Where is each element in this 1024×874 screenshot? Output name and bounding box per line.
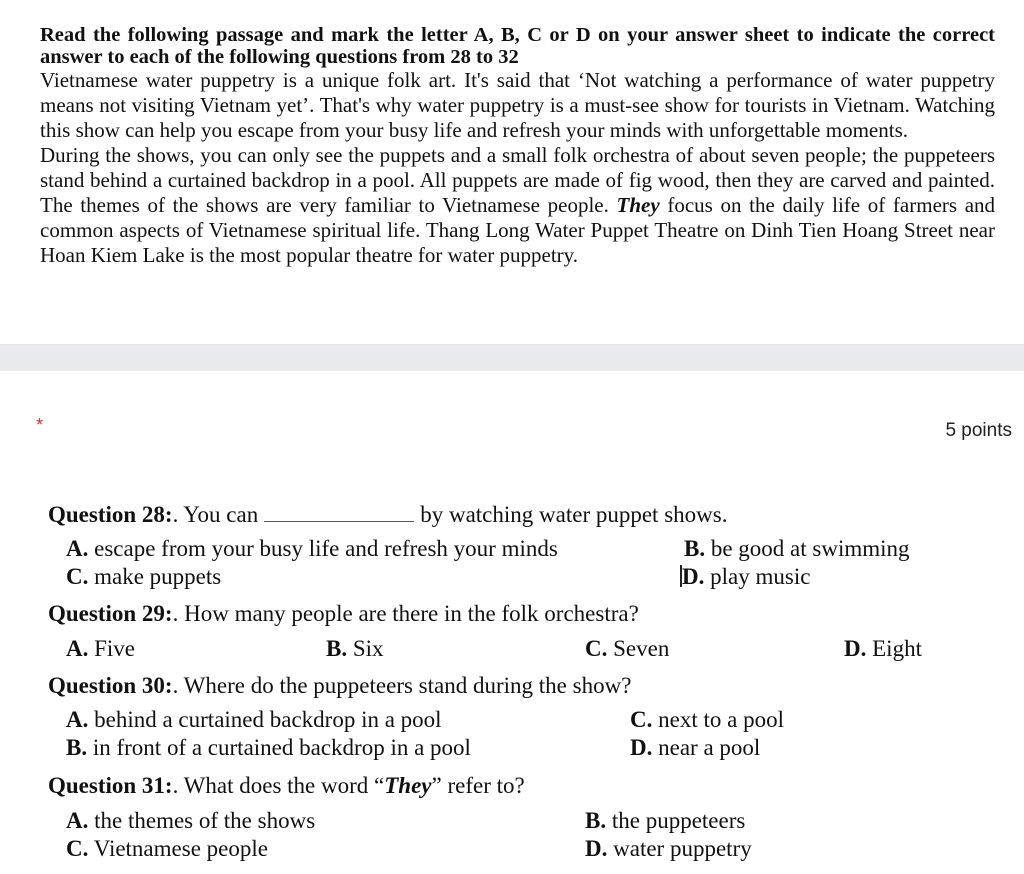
- q29-option-a[interactable]: [66, 636, 135, 662]
- option-text: play music: [710, 564, 811, 589]
- question-31-text-end: ” refer to?: [431, 773, 525, 798]
- question-30-label: Question 30:: [48, 673, 173, 698]
- option-letter: A.: [66, 808, 89, 833]
- question-30-text: . Where do the puppeteers stand during the show?: [172, 673, 632, 698]
- paragraph-2-start: During the shows, you can only see the puppets and a small folk orchestra of about seven people; the puppeteers stand behind a curtained backdrop in a pool. All puppets are made of fig wood, then they are carved and painted. The themes of the shows are very familiar to Vietnamese people.: [40, 143, 995, 217]
- passage-card: [0, 0, 1024, 345]
- option-letter: B.: [326, 636, 348, 661]
- q30-option-d[interactable]: [630, 735, 760, 761]
- option-text: Eight: [872, 636, 922, 661]
- question-31-text-start: . What does the word “: [172, 773, 385, 798]
- q30-option-a[interactable]: [66, 707, 442, 733]
- question-28-text-start: . You can: [172, 502, 259, 527]
- card-separator: [0, 345, 1024, 371]
- option-letter: C.: [66, 836, 89, 861]
- passage-instruction: Read the following passage and mark the letter A, B, C or D on your answer sheet to indicate the correct answer to each of the following questions from 28 to 32: [40, 24, 995, 68]
- q30-option-b[interactable]: [66, 735, 471, 761]
- option-text: in front of a curtained backdrop in a pool: [92, 735, 471, 760]
- option-text: Seven: [613, 636, 670, 661]
- q28-option-c[interactable]: [66, 564, 221, 590]
- question-29: [48, 601, 639, 627]
- question-28: [48, 502, 727, 528]
- option-text: water puppetry: [613, 836, 752, 861]
- option-letter: C.: [630, 707, 653, 732]
- q31-option-a[interactable]: [66, 808, 315, 834]
- question-29-text: . How many people are there in the folk orchestra?: [172, 601, 639, 626]
- q30-option-c[interactable]: [630, 707, 784, 733]
- option-letter: D.: [630, 735, 653, 760]
- option-text: be good at swimming: [710, 536, 910, 561]
- required-asterisk: *: [36, 415, 44, 435]
- option-text: the puppeteers: [611, 808, 746, 833]
- question-30: [48, 673, 631, 699]
- option-letter: B.: [684, 536, 706, 561]
- q28-option-d[interactable]: [680, 564, 810, 590]
- q31-option-c[interactable]: [66, 836, 268, 862]
- option-letter: C.: [66, 564, 89, 589]
- passage-paragraph-1: Vietnamese water puppetry is a unique folk art. It's said that ‘Not watching a performance of water puppetry means not visiting Vietnam yet’. That's why water puppetry is a must-see show for tourists in Vietnam. Watching this show can help you escape from your busy life and refresh your minds with unforgettable moments.: [40, 68, 995, 142]
- option-letter: B.: [585, 808, 607, 833]
- points-label: 5 points: [945, 420, 1012, 441]
- option-text: near a pool: [658, 735, 761, 760]
- option-letter: D.: [682, 564, 705, 589]
- q29-option-b[interactable]: [326, 636, 384, 662]
- q31-option-d[interactable]: [585, 836, 752, 862]
- option-text: Vietnamese people: [93, 836, 268, 861]
- option-letter: B.: [66, 735, 88, 760]
- option-text: next to a pool: [658, 707, 784, 732]
- q29-option-c[interactable]: [585, 636, 669, 662]
- question-28-label: Question 28:: [48, 502, 173, 527]
- option-text: escape from your busy life and refresh your minds: [94, 536, 558, 561]
- option-text: the themes of the shows: [94, 808, 316, 833]
- question-29-label: Question 29:: [48, 601, 173, 626]
- question-28-text-end: by watching water puppet shows.: [420, 502, 728, 527]
- reading-passage: [40, 24, 995, 268]
- option-letter: A.: [66, 707, 89, 732]
- answer-blank: [264, 503, 414, 522]
- option-letter: C.: [585, 636, 608, 661]
- option-letter: D.: [585, 836, 608, 861]
- option-letter: A.: [66, 636, 89, 661]
- emphasized-word: They: [616, 193, 660, 217]
- question-31-label: Question 31:: [48, 773, 173, 798]
- option-text: make puppets: [94, 564, 222, 589]
- option-letter: D.: [844, 636, 867, 661]
- q29-option-d[interactable]: [844, 636, 922, 662]
- option-letter: A.: [66, 536, 89, 561]
- q28-option-b[interactable]: [684, 536, 910, 562]
- q31-option-b[interactable]: [585, 808, 745, 834]
- passage-paragraph-2: [40, 143, 995, 268]
- q28-option-a[interactable]: [66, 536, 558, 562]
- question-31-emphasized-word: They: [384, 773, 432, 798]
- option-text: behind a curtained backdrop in a pool: [94, 707, 442, 732]
- option-text: Five: [94, 636, 136, 661]
- paragraph-2-end: focus on the daily life of farmers and common aspects of Vietnamese spiritual life. Thang Long Water Puppet Theatre on Dinh Tien Hoang Street near Hoan Kiem Lake is the most popular theatre for water puppetry.: [40, 193, 996, 267]
- option-text: Six: [352, 636, 384, 661]
- question-31: [48, 773, 525, 799]
